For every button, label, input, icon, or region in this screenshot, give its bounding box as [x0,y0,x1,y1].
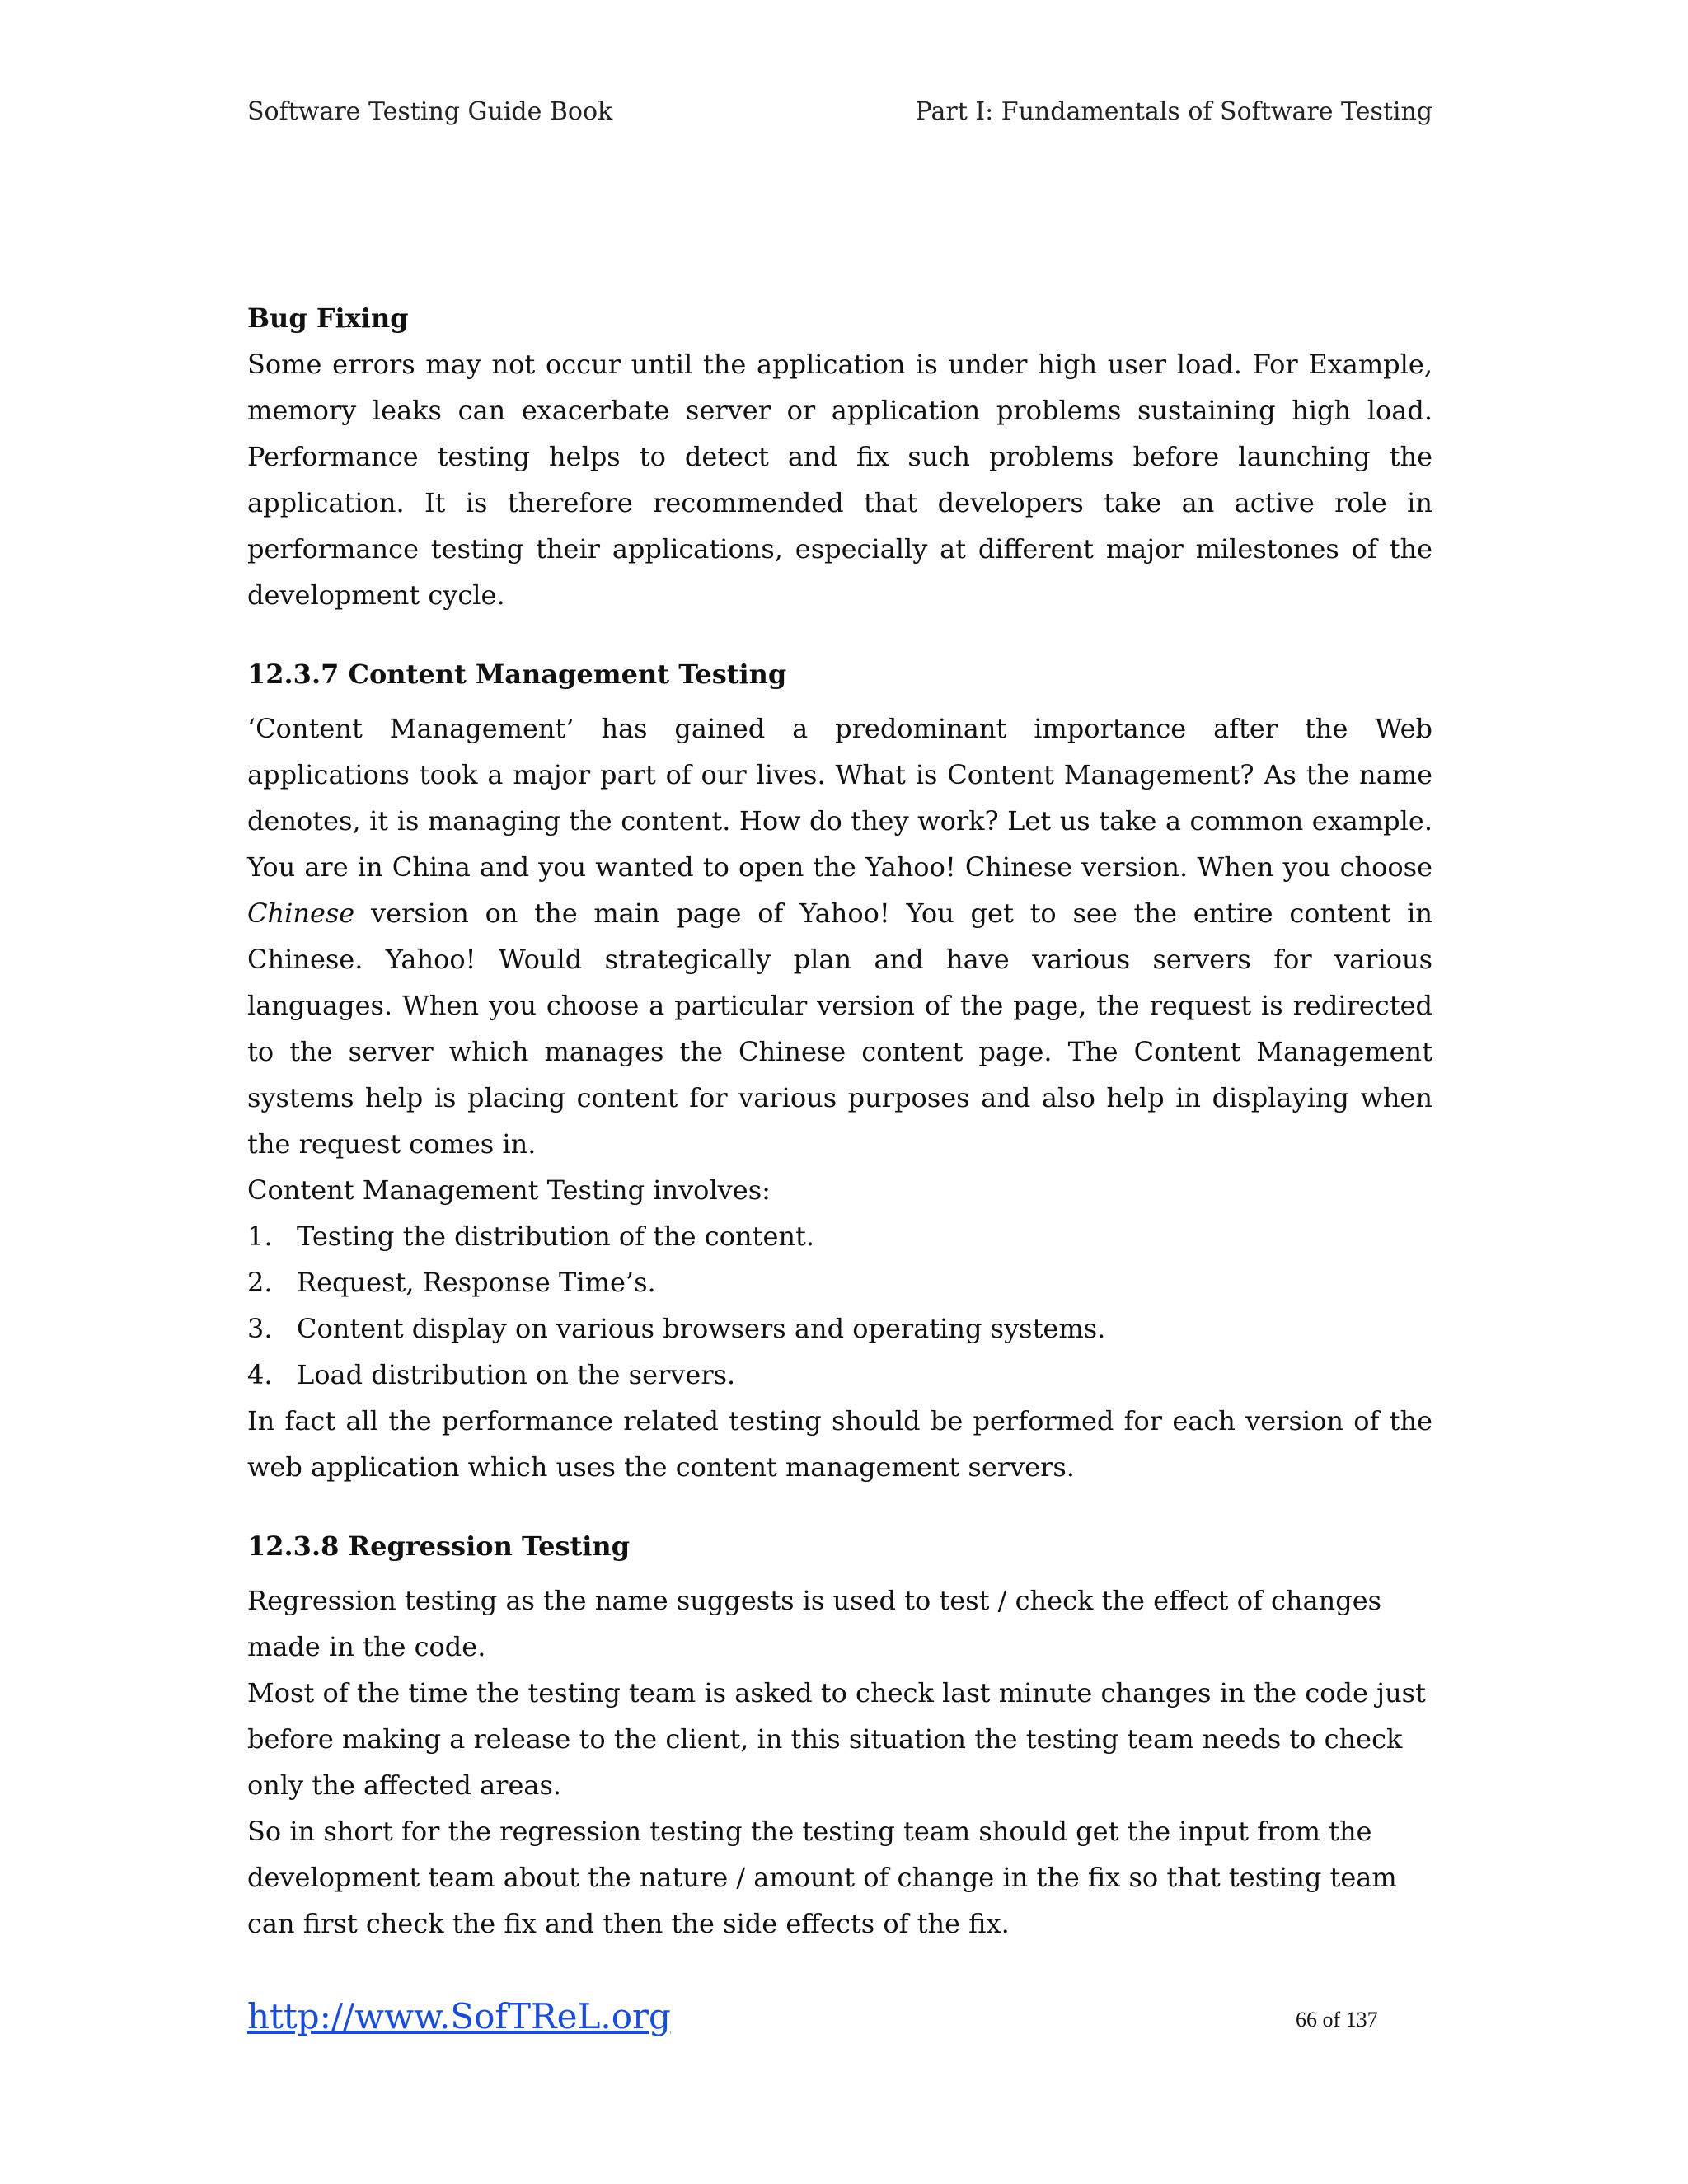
paragraph-regression-1: Regression testing as the name suggests is used to test / check the effect of changes made in the code. [247,1585,1382,1662]
list-item [247,1259,1432,1305]
page-header [247,97,1432,130]
list-text: Request, Response Time’s. [297,1267,656,1298]
heading-bug-fixing: Bug Fixing [247,302,409,334]
paragraph-text-part: ‘Content Management’ has gained a predominant importance after the Web applications took a major part of our lives. What is Content Management? As the name denotes, it is managing the content. How do they work? Let us take a common example. You are in China and you wanted to open the Yahoo! Chinese version. When you choose [247,713,1432,883]
italic-word: Chinese [247,898,355,929]
list-text: Testing the distribution of the content. [297,1221,815,1252]
page-footer [247,1996,1432,2046]
list-item [247,1213,1432,1259]
header-book-title: Software Testing Guide Book [247,97,613,126]
paragraph-bug-fixing: Some errors may not occur until the application is under high user load. For Example, memory leaks can exacerbate server or application problems sustaining high load. Performance testing helps to detect and fix such problems before launching the application. It is therefore recommended that developers take an active role in performance testing their applications, especially at different major milestones of the development cycle. [247,349,1432,611]
list-item [247,1305,1432,1352]
involves-label: Content Management Testing involves: [247,1174,771,1206]
spacer [247,1569,1432,1577]
list-number: 4. [247,1359,273,1390]
content-testing-list [247,1213,1432,1398]
spacer [247,1490,1432,1523]
paragraph-content-closing: In fact all the performance related testing should be performed for each version of the web application which uses the content management servers. [247,1405,1432,1483]
heading-regression-testing: 12.3.8 Regression Testing [247,1530,631,1562]
paragraph-text-part: version on the main page of Yahoo! You get to see the entire content in Chinese. Yahoo! Would strategically plan and have various servers for various languages. When you choose a particular version of the page, the request is redirected to the server which manages the Chinese content page. The Content Management systems help is placing content for various purposes and also help in displaying when the request comes in. [247,898,1432,1160]
paragraph-content-management [247,705,1432,1167]
list-number: 1. [247,1221,273,1252]
heading-content-management: 12.3.7 Content Management Testing [247,658,787,690]
list-number: 3. [247,1313,273,1344]
spacer [247,697,1432,705]
spacer [247,618,1432,651]
page-number: 66 of 137 [1296,2008,1378,2032]
list-text: Content display on various browsers and operating systems. [297,1313,1106,1344]
paragraph-regression-2: Most of the time the testing team is asked to check last minute changes in the code just before making a release to the client, in this situation the testing team needs to check only the affected areas. [247,1677,1426,1801]
list-item [247,1352,1432,1398]
paragraph-regression-3: So in short for the regression testing the testing team should get the input from the development team about the nature / amount of change in the fix so that testing team can first check the fix and then the side effects of the fix. [247,1816,1397,1939]
list-text: Load distribution on the servers. [297,1359,736,1390]
list-number: 2. [247,1267,273,1298]
website-link[interactable]: http://www.SofTReL.org [247,1996,671,2036]
header-part-title: Part I: Fundamentals of Software Testing [915,97,1432,126]
main-content [247,295,1432,1947]
